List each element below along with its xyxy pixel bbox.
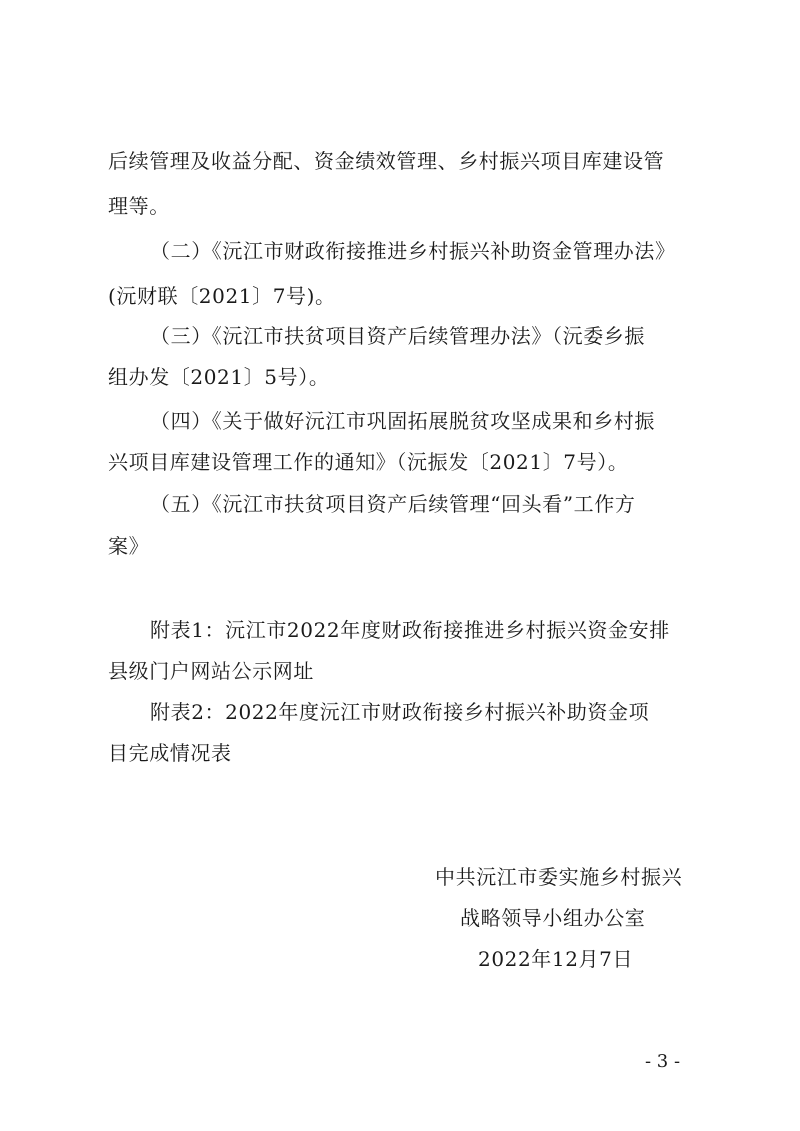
paragraph-line: 理等。 [108, 194, 170, 218]
attachment-1: 附表1：沅江市2022年度财政衔接推进乡村振兴资金安排 [150, 618, 670, 642]
paragraph-line: 后续管理及收益分配、资金绩效管理、乡村振兴项目库建设管 [108, 149, 665, 173]
signature-org-line1: 中共沅江市委实施乡村振兴 [435, 865, 683, 889]
signature-date: 2022年12月7日 [478, 947, 634, 971]
list-item-5: （五）《沅江市扶贫项目资产后续管理“回头看”工作方 [150, 492, 636, 516]
list-item-4: （四）《关于做好沅江市巩固拓展脱贫攻坚成果和乡村振 [150, 409, 655, 433]
attachment-2-cont: 目完成情况表 [108, 741, 232, 765]
list-item-3: （三）《沅江市扶贫项目资产后续管理办法》（沅委乡振 [150, 324, 645, 348]
attachment-2: 附表2：2022年度沅江市财政衔接乡村振兴补助资金项 [150, 700, 650, 724]
signature-org-line2: 战略领导小组办公室 [460, 906, 646, 930]
list-item-2: （二）《沅江市财政衔接推进乡村振兴补助资金管理办法》 [150, 239, 676, 263]
page-number: - 3 - [645, 1051, 681, 1072]
list-item-2-cont: (沅财联〔2021〕7号)。 [108, 284, 336, 308]
attachment-1-cont: 县级门户网站公示网址 [108, 659, 314, 683]
list-item-5-cont: 案》 [108, 534, 150, 558]
list-item-3-cont: 组办发〔2021〕5号）。 [108, 365, 330, 389]
list-item-4-cont: 兴项目库建设管理工作的通知》（沅振发〔2021〕7号）。 [108, 450, 629, 474]
